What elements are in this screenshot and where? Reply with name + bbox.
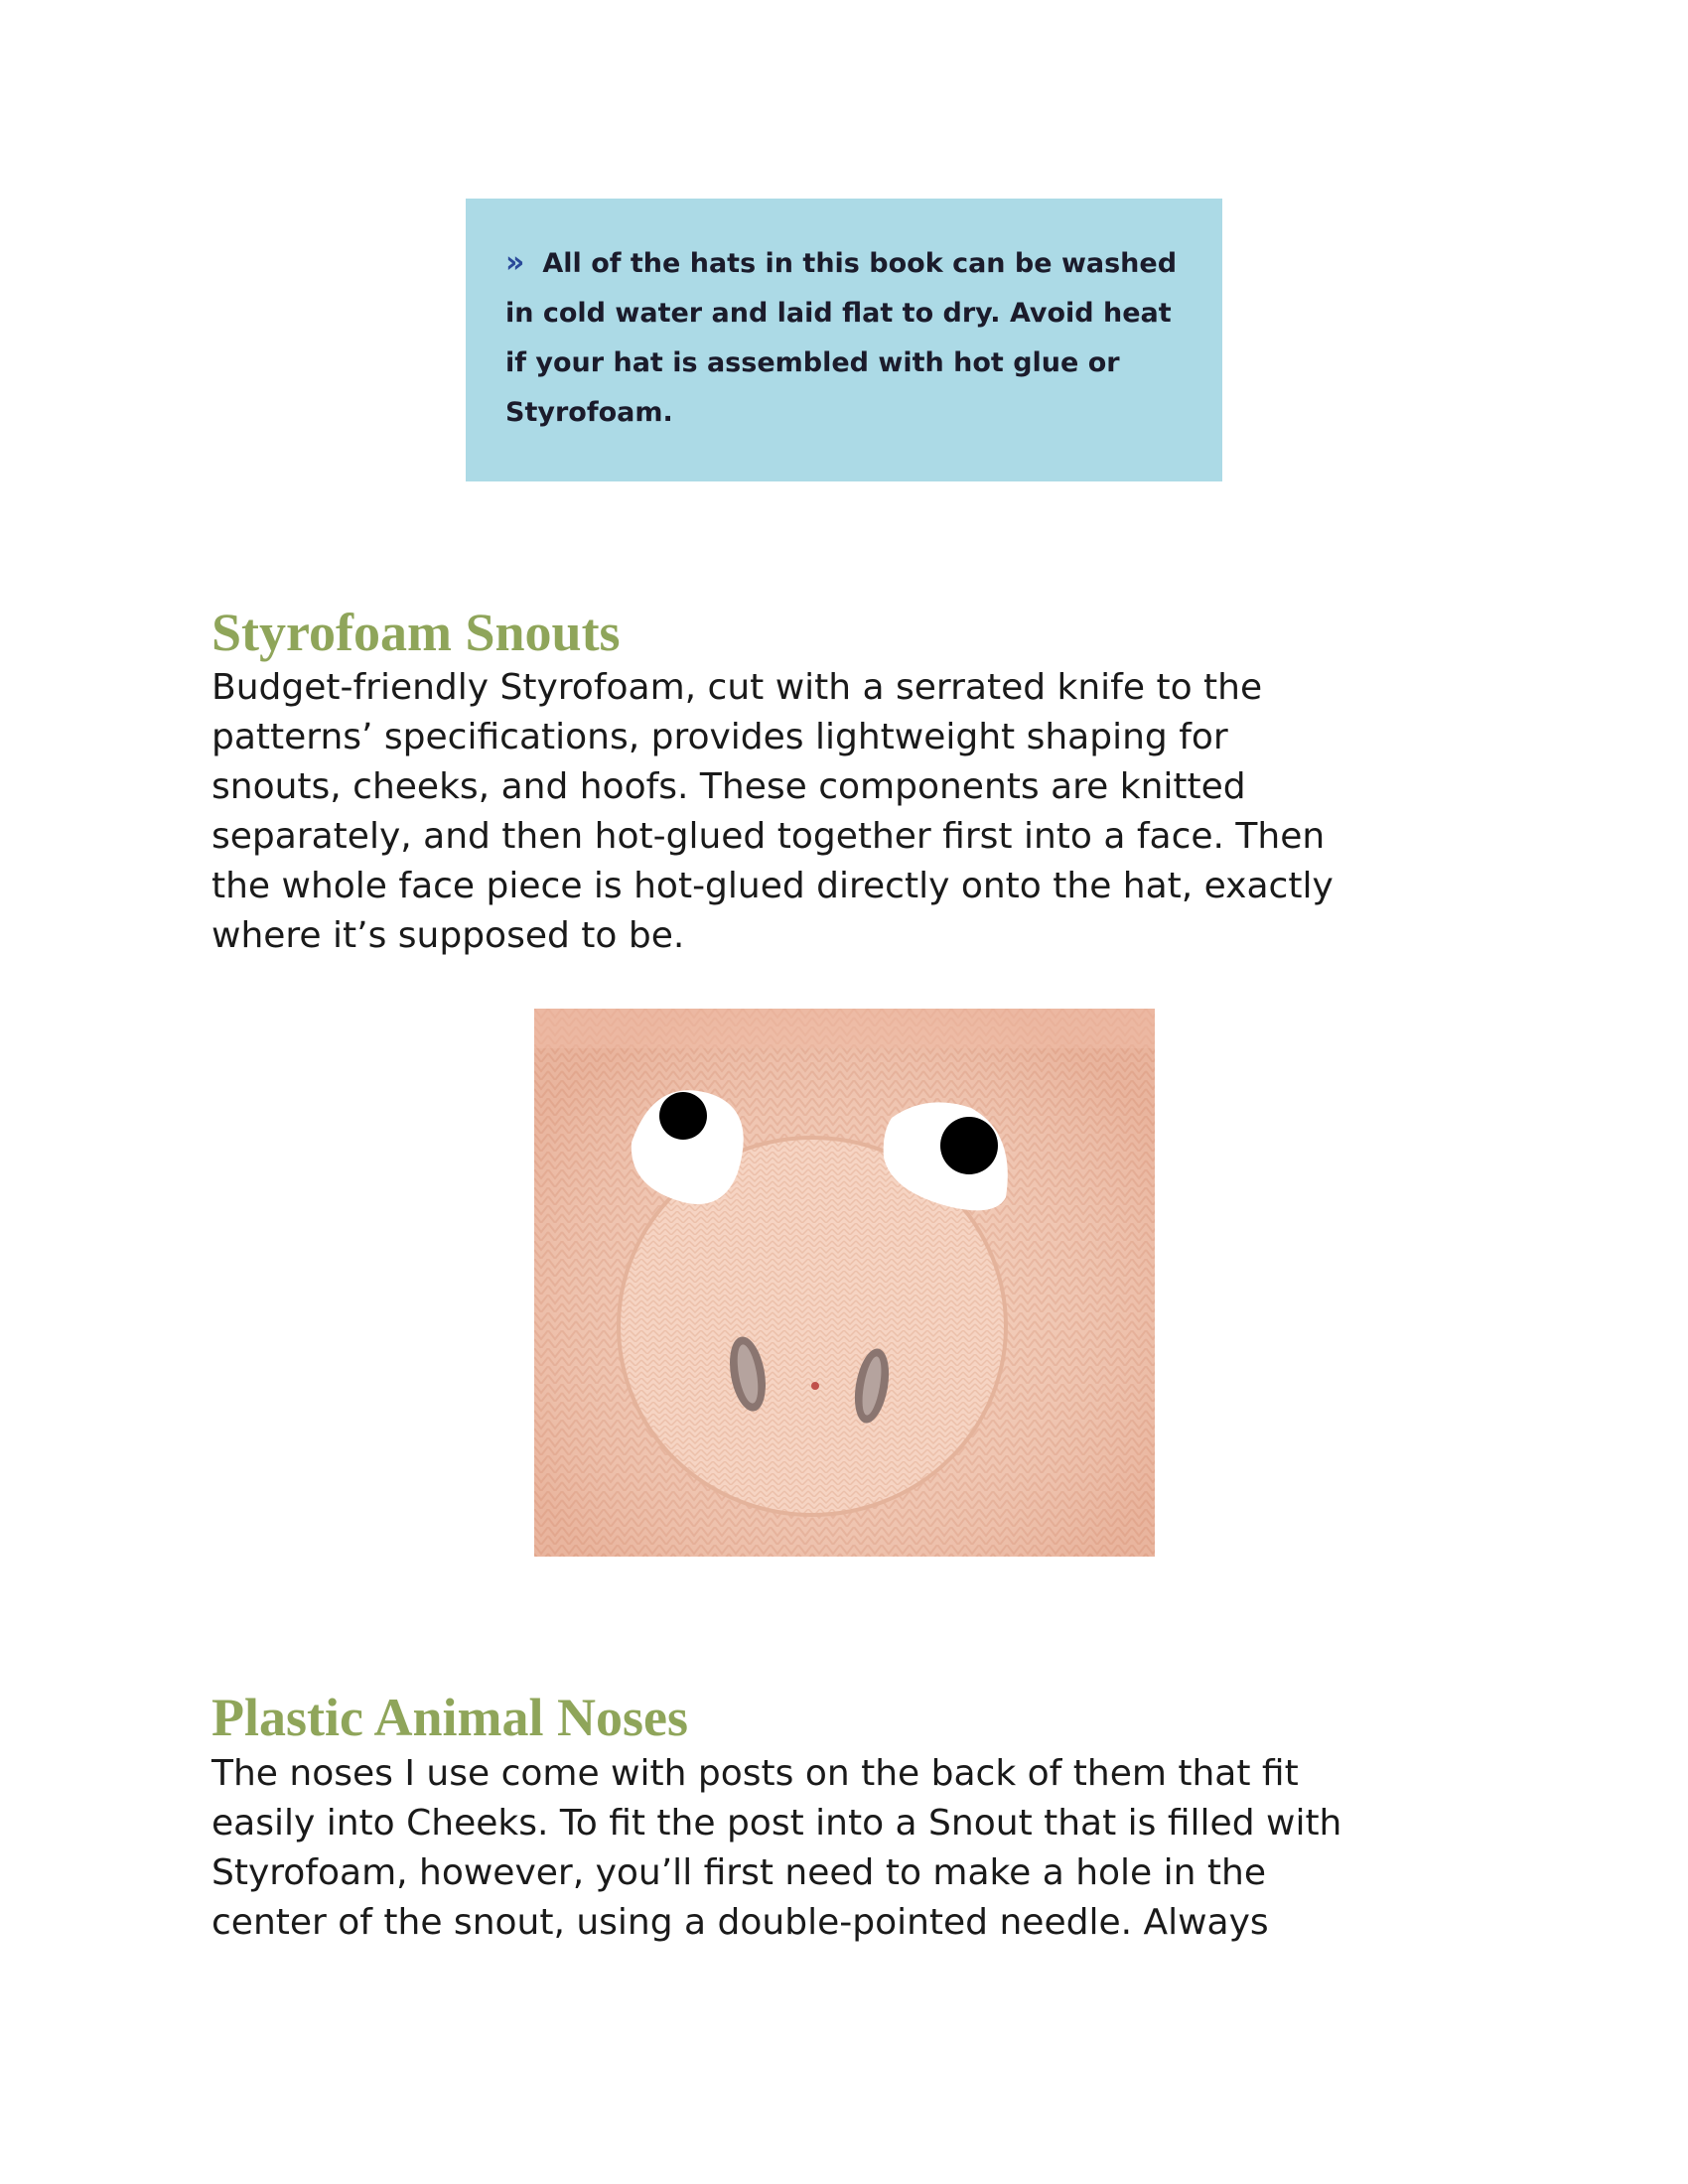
paragraph-line: center of the snout, using a double-pointed needle. Always	[211, 1902, 1269, 1943]
tip-box	[466, 199, 1222, 481]
paragraph-line: easily into Cheeks. To fit the post into a Snout that is filled with	[211, 1803, 1342, 1843]
right-eye-pupil	[940, 1117, 998, 1174]
tip-line-1	[505, 238, 1187, 289]
section-paragraph-styrofoam-snouts	[211, 663, 1502, 961]
section-heading-plastic-animal-noses: Plastic Animal Noses	[211, 1688, 688, 1747]
paragraph-line: snouts, cheeks, and hoofs. These components are knitted	[211, 766, 1246, 807]
chevron-bullet-icon: »	[505, 245, 525, 280]
section-paragraph-plastic-animal-noses	[211, 1749, 1502, 1948]
tip-text-1: All of the hats in this book can be washed	[542, 248, 1178, 279]
paragraph-line: Styrofoam, however, you’ll first need to make a hole in the	[211, 1852, 1266, 1893]
paragraph-line: separately, and then hot-glued together first into a face. Then	[211, 816, 1326, 857]
paragraph-line: the whole face piece is hot-glued directly onto the hat, exactly	[211, 866, 1334, 906]
tip-line-4: Styrofoam.	[505, 397, 673, 428]
tip-line-3: if your hat is assembled with hot glue or	[505, 347, 1120, 378]
snout-center-dot	[811, 1382, 819, 1390]
section-heading-styrofoam-snouts: Styrofoam Snouts	[211, 603, 621, 662]
pig-hat-photo	[534, 1009, 1155, 1557]
tip-line-2: in cold water and laid flat to dry. Avoid heat	[505, 298, 1172, 329]
paragraph-line: The noses I use come with posts on the back of them that fit	[211, 1753, 1299, 1794]
paragraph-line: Budget-friendly Styrofoam, cut with a serrated knife to the	[211, 667, 1263, 708]
paragraph-line: where it’s supposed to be.	[211, 915, 685, 956]
paragraph-line: patterns’ specifications, provides lightweight shaping for	[211, 717, 1228, 757]
left-eye-pupil	[659, 1092, 707, 1140]
